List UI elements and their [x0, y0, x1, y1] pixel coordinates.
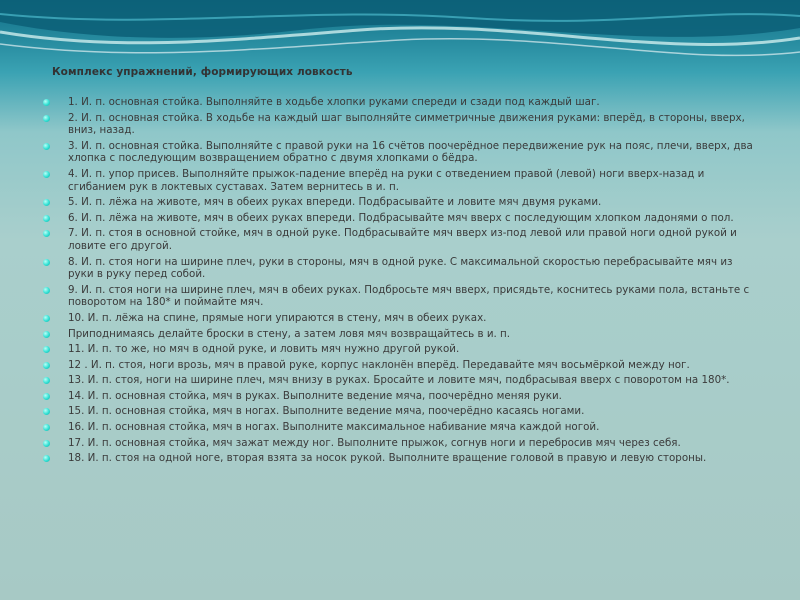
bullet-icon: [43, 377, 50, 384]
bullet-icon: [43, 215, 50, 222]
list-item-text: 8. И. п. стоя ноги на ширине плеч, руки в стороны, мяч в одной руке. С максимальной скоростью перебрасывайте мяч из руки в руку перед собой.: [68, 255, 733, 281]
bullet-icon: [43, 331, 50, 338]
list-item-text: 1. И. п. основная стойка. Выполняйте в ходьбе хлопки руками спереди и сзади под каждый шаг.: [68, 96, 600, 108]
list-item-text: Приподнимаясь делайте броски в стену, а затем ловя мяч возвращайтесь в и. п.: [68, 327, 511, 340]
bullet-icon: [43, 259, 50, 266]
list-item: [42, 343, 758, 356]
list-item-text: 14. И. п. основная стойка, мяч в руках. Выполните ведение мяча, поочерёдно меняя руки.: [68, 389, 562, 402]
exercise-list: [42, 96, 758, 465]
list-item-text: 12 . И. п. стоя, ноги врозь, мяч в правой руке, корпус наклонён вперёд. Передавайте мяч восьмёркой между ног.: [68, 358, 690, 371]
list-item-text: 3. И. п. основная стойка. Выполняйте с правой руки на 16 счётов поочерёдное передвижение рук на пояс, плечи, вверх, два хлопка с последующим возвращением обратно с двумя хлопками о бёдра.: [68, 139, 753, 165]
bullet-icon: [43, 115, 50, 122]
list-item: [42, 421, 758, 434]
bullet-icon: [43, 99, 50, 106]
list-item: [42, 284, 758, 309]
bullet-icon: [43, 408, 50, 415]
list-item-text: 2. И. п. основная стойка. В ходьбе на каждый шаг выполняйте симметричные движения руками: вперёд, в стороны, вверх, вниз, назад.: [68, 111, 745, 137]
list-item: [42, 390, 758, 403]
list-item: [42, 168, 758, 193]
list-item: [42, 437, 758, 450]
list-item-text: 15. И. п. основная стойка, мяч в ногах. Выполните ведение мяча, поочерёдно касаясь ногами.: [68, 405, 585, 418]
bullet-icon: [43, 230, 50, 237]
list-item: [42, 140, 758, 165]
list-item: [42, 405, 758, 418]
list-item-text: 11. И. п. то же, но мяч в одной руке, и ловить мяч нужно другой рукой.: [68, 343, 460, 356]
list-item: [42, 256, 758, 281]
list-item: [42, 374, 758, 387]
list-item-text: 6. И. п. лёжа на животе, мяч в обеих руках впереди. Подбрасывайте мяч вверх с последующим хлопком ладонями о пол.: [68, 211, 734, 224]
content: [42, 66, 758, 468]
list-item-text: 17. И. п. основная стойка, мяч зажат между ног. Выполните прыжок, согнув ноги и перебросив мяч через себя.: [68, 436, 681, 449]
list-item: [42, 452, 758, 465]
list-item-text: 16. И. п. основная стойка, мяч в ногах. Выполните максимальное набивание мяча каждой ногой.: [68, 421, 600, 434]
list-item: [42, 328, 758, 341]
list-item: [42, 359, 758, 372]
bullet-icon: [43, 346, 50, 353]
bullet-icon: [43, 287, 50, 294]
list-item: [42, 196, 758, 209]
list-item-text: 5. И. п. лёжа на животе, мяч в обеих руках впереди. Подбрасывайте и ловите мяч двумя руками.: [68, 196, 602, 209]
list-item-text: 10. И. п. лёжа на спине, прямые ноги упираются в стену, мяч в обеих руках.: [68, 311, 487, 324]
bullet-icon: [43, 143, 50, 150]
bullet-icon: [43, 455, 50, 462]
list-item-text: 13. И. п. стоя, ноги на ширине плеч, мяч внизу в руках. Бросайте и ловите мяч, подбрасывая вверх с поворотом на 180*.: [68, 374, 730, 387]
list-item-text: 7. И. п. стоя в основной стойке, мяч в одной руке. Подбрасывайте мяч вверх из-под левой или правой ноги одной рукой и ловите его другой.: [68, 227, 737, 252]
bullet-icon: [43, 393, 50, 400]
list-item: [42, 227, 758, 252]
bullet-icon: [43, 424, 50, 431]
list-item-text: 4. И. п. упор присев. Выполняйте прыжок-падение вперёд на руки с отведением правой (левой) ноги вверх-назад и сгибанием рук в локтевых суставах. Затем вернитесь в и. п.: [68, 167, 705, 193]
slide-title: Комплекс упражнений, формирующих ловкость: [52, 66, 353, 78]
list-item: [42, 96, 758, 109]
list-item-text: 18. И. п. стоя на одной ноге, вторая взята за носок рукой. Выполните вращение головой в правую и левую стороны.: [68, 452, 707, 465]
bullet-icon: [43, 315, 50, 322]
bullet-icon: [43, 440, 50, 447]
bullet-icon: [43, 199, 50, 206]
list-item: [42, 212, 758, 225]
list-item: [42, 112, 758, 137]
bullet-icon: [43, 171, 50, 178]
bullet-icon: [43, 362, 50, 369]
list-item: [42, 312, 758, 325]
list-item-text: 9. И. п. стоя ноги на ширине плеч, мяч в обеих руках. Подбросьте мяч вверх, присядьте, коснитесь руками пола, встаньте с поворотом на 180* и поймайте мяч.: [68, 283, 750, 309]
